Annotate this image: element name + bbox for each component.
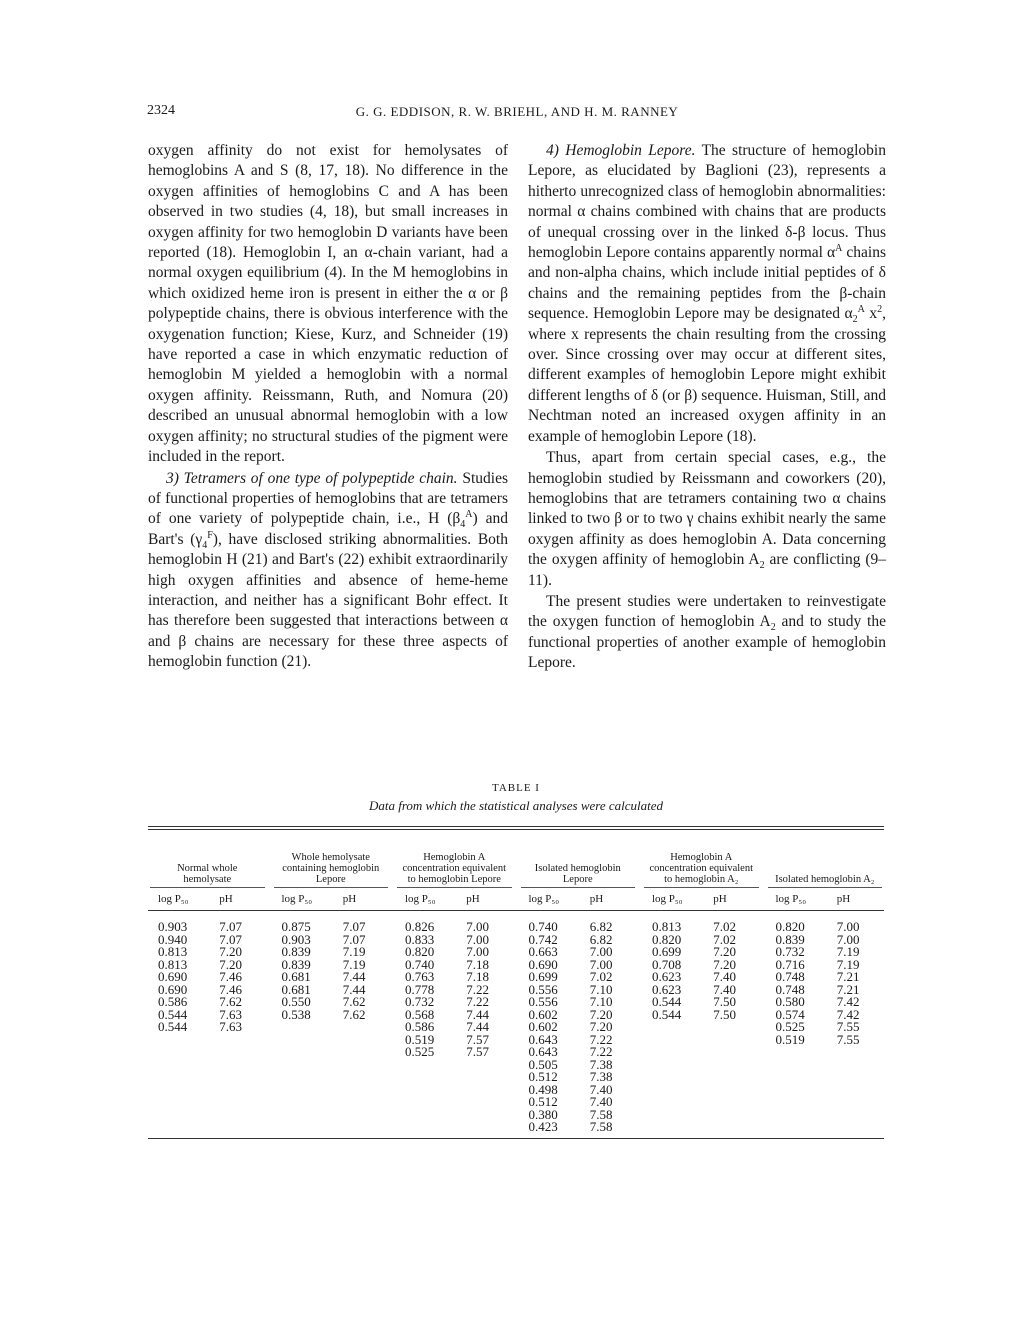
column-header-ph: pH [219,893,233,905]
ph-cell: 7.19 [342,944,366,959]
log-p50-cell: 0.763 [405,969,435,984]
log-p50-cell: 0.643 [528,1031,558,1047]
ph-cell: 7.44 [466,1006,489,1022]
ph-cell: 7.02 [589,969,613,984]
table-row [272,1006,391,1022]
log-p50-cell: 0.519 [775,1031,805,1047]
table-bottom-rule [148,1138,884,1139]
log-p50-cell: 0.512 [528,1069,558,1084]
log-p50-cell: 0.623 [652,981,682,997]
log-p50-cell: 0.586 [405,1019,435,1034]
group-header: Normal whole hemolysate [177,863,238,885]
ph-cell: 7.00 [466,931,489,947]
log-p50-cell: 0.505 [528,1056,558,1072]
log-p50-cell: 0.556 [528,981,558,997]
log-p50-cell: 0.748 [775,969,805,984]
ph-cell: 7.21 [836,969,860,984]
ph-cell: 7.20 [219,944,242,959]
log-p50-cell: 0.903 [281,931,311,947]
ph-cell: 7.57 [466,1044,489,1059]
log-p50-cell: 0.940 [158,931,188,947]
ph-cell: 7.44 [342,969,366,984]
log-p50-cell: 0.681 [281,969,311,984]
ph-cell: 7.00 [836,919,860,934]
ph-cell: 7.19 [836,956,860,972]
table-body [148,911,884,1138]
ph-cell: 7.63 [219,1019,242,1034]
log-p50-cell: 0.580 [775,994,805,1009]
table-group-column [519,921,638,1134]
log-p50-cell: 0.690 [158,969,188,984]
table-group-column [766,921,885,1134]
left-paragraph-1: oxygen affinity do not exist for hemolysates of hemoglobins A and S (8, 17, 18). No difference in the oxygen affinities of hemoglobins C and A has been observed in two studies (4, 18), but small increases in oxygen affinity for two hemoglobin D variants have been reported (18). Hemoglobin I, an α-chain variant, had a normal oxygen equilibrium (4). In the M hemoglobins in which oxidized heme iron is present in either the α or β polypeptide chains, there is obvious interference with the oxygenation function; Kiese, Kurz, and Schneider (19) have reported a case in which enzymatic reduction of hemoglobin M yielded a hemoglobin with a normal oxygen affinity. Reissmann, Ruth, and Nomura (20) described an unusual abnormal hemoglobin with a low oxygen affinity; no structural studies of the pigment were included in the report. [148,142,508,466]
log-p50-cell: 0.602 [528,1006,558,1022]
ph-cell: 7.38 [589,1056,613,1072]
log-p50-cell: 0.732 [775,944,805,959]
table-column-headers [148,888,884,910]
table-group-headers [148,830,884,888]
ph-cell: 7.50 [713,1006,736,1022]
log-p50-cell: 0.732 [405,994,435,1009]
section-heading-4: 4) Hemoglobin Lepore. [546,142,696,159]
ph-cell: 7.40 [589,1081,613,1097]
ph-cell: 7.38 [589,1069,613,1084]
log-p50-cell: 0.663 [528,944,558,959]
column-header-log-p50: log P₅₀ [158,893,189,905]
table-group-column [148,921,267,1134]
ph-cell: 7.02 [713,919,736,934]
log-p50-cell: 0.778 [405,981,435,997]
ph-cell: 7.22 [466,981,489,997]
log-p50-cell: 0.574 [775,1006,805,1022]
column-header-log-p50: log P₅₀ [652,893,683,905]
ph-cell: 7.00 [836,931,860,947]
ph-cell: 7.40 [713,981,736,997]
log-p50-cell: 0.544 [652,1006,682,1022]
log-p50-cell: 0.623 [652,969,682,984]
section-heading-3: 3) Tetramers of one type of polypeptide chain. [166,469,458,487]
table-row [766,1031,885,1047]
ph-cell: 7.21 [836,981,860,997]
log-p50-cell: 0.538 [281,1006,311,1022]
ph-cell: 7.07 [219,919,242,934]
column-header-ph: pH [836,893,851,905]
log-p50-cell: 0.833 [405,931,435,947]
right-paragraph-3: The present studies were undertaken to reinvestigate the oxygen function of hemoglobin $A_2$ and to study the functional properties of another example of hemoglobin Lepore. [528,592,886,672]
table-row [519,1121,638,1134]
log-p50-cell: 0.813 [158,944,188,959]
running-head: G. G. EDDISON, R. W. BRIEHL, AND H. M. RANNEY [355,104,679,119]
ph-cell: 7.58 [589,1119,613,1134]
ph-cell: 7.20 [713,956,736,972]
column-header-ph: pH [589,893,604,905]
ph-cell: 7.58 [589,1106,613,1122]
ph-cell: 7.18 [466,956,489,972]
table-caption: Data from which the statistical analyses were calculated [368,798,664,813]
group-header: Isolated hemoglobin A₂ [775,874,875,885]
page-number: 2324 [147,103,175,118]
ph-cell: 7.55 [836,1031,860,1047]
column-header-log-p50: log P₅₀ [281,893,313,905]
log-p50-cell: 0.643 [528,1044,558,1059]
table-row [148,1021,267,1034]
log-p50-cell: 0.380 [528,1106,558,1122]
group-header: Isolated hemoglobin Lepore [534,863,621,885]
log-p50-cell: 0.740 [405,956,435,972]
right-paragraph-2: Thus, apart from certain special cases, e.g., the hemoglobin studied by Reissmann and coworkers (20), hemoglobins that are tetramers containing two α chains linked to two β or to two γ chains exhibit nearly the same oxygen affinity as does hemoglobin A. Data concerning the oxygen affinity of hemoglobin $A_2$ are conflicting (9–11). [528,449,886,589]
log-p50-cell: 0.512 [528,1094,558,1109]
right-paragraph-1: 4) Hemoglobin Lepore. The structure of hemoglobin Lepore, as elucidated by Baglioni (23), represents a hitherto unrecognized class of hemoglobin abnormalities: normal α chains combined with chains that are products of unequal crossing over in the linked δ-β locus. Thus hemoglobin Lepore contains apparently normal $\alpha^A$ chains and non-alpha chains, which include initial peptides of δ chains and the remaining peptides from the β-chain sequence. Hemoglobin Lepore may be designated $\alpha_2^A$ $x^2$, where x represents the chain resulting from the crossing over. Since crossing over may occur at different sites, different examples of hemoglobin Lepore might exhibit different lengths of δ (or β) sequence. Huisman, Still, and Nechtman noted an increased oxygen affinity in an example of hemoglobin Lepore (18). [528,142,887,445]
ph-cell: 7.42 [836,994,860,1009]
ph-cell: 7.00 [589,944,613,959]
log-p50-cell: 0.544 [652,994,682,1009]
left-column [148,141,508,673]
ph-cell: 7.10 [589,994,613,1009]
ph-cell: 7.46 [219,981,242,997]
ph-cell: 7.07 [219,931,242,947]
column-header-ph: pH [713,893,727,905]
log-p50-cell: 0.708 [652,956,682,972]
page-header [147,103,887,123]
log-p50-cell: 0.839 [775,931,805,947]
ph-cell: 7.00 [466,944,489,959]
log-p50-cell: 0.423 [528,1119,558,1134]
log-p50-cell: 0.699 [528,969,558,984]
table-row [642,1006,761,1022]
log-p50-cell: 0.519 [405,1031,435,1047]
group-header: Whole hemolysate containing hemoglobin Lepore [282,852,380,885]
log-p50-cell: 0.820 [775,919,805,934]
table-label: TABLE I [492,782,540,794]
ph-cell: 7.22 [466,994,489,1009]
ph-cell: 7.62 [342,994,366,1009]
ph-cell: 7.00 [466,919,489,934]
log-p50-cell: 0.875 [281,919,311,934]
log-p50-cell: 0.699 [652,944,682,959]
log-p50-cell: 0.716 [775,956,805,972]
ph-cell: 7.20 [589,1019,613,1034]
group-header: Hemoglobin A concentration equivalent to hemoglobin Lepore [402,852,506,885]
log-p50-cell: 0.690 [528,956,558,972]
column-header-ph: pH [466,893,480,905]
ph-cell: 7.22 [589,1031,613,1047]
ph-cell: 7.00 [589,956,613,972]
ph-cell: 7.57 [466,1031,489,1047]
table-group-column [272,921,391,1134]
log-p50-cell: 0.586 [158,994,188,1009]
ph-cell: 7.22 [589,1044,613,1059]
log-p50-cell: 0.690 [158,981,188,997]
left-paragraph-2: 3) Tetramers of one type of polypeptide chain. Studies of functional properties of hemoglobins that are tetramers of one variety of polypeptide chain, i.e., H $(\beta_4^A)$ and Bart's $(\gamma_4^F)$, have disclosed striking abnormalities. Both hemoglobin H (21) and Bart's (22) exhibit extraordinarily high oxygen affinities and absence of heme-heme interaction, and neither has a significant Bohr effect. It has therefore been suggested that interactions between α and β chains are necessary for these three aspects of hemoglobin function (21). [148,469,508,671]
data-table [148,782,884,1139]
log-p50-cell: 0.903 [158,919,188,934]
ph-cell: 7.42 [836,1006,860,1022]
ph-cell: 7.18 [466,969,489,984]
column-header-ph: pH [342,893,357,905]
log-p50-cell: 0.602 [528,1019,558,1034]
ph-cell: 7.07 [342,931,366,947]
log-p50-cell: 0.839 [281,956,311,972]
ph-cell: 7.46 [219,969,242,984]
ph-cell: 7.07 [342,919,366,934]
ph-cell: 7.62 [219,994,242,1009]
ph-cell: 7.44 [342,981,366,997]
log-p50-cell: 0.813 [158,956,188,972]
log-p50-cell: 0.525 [775,1019,805,1034]
right-column [528,141,886,674]
ph-cell: 7.44 [466,1019,489,1034]
ph-cell: 7.10 [589,981,613,997]
log-p50-cell: 0.839 [281,944,311,959]
ph-cell: 7.40 [713,969,736,984]
ph-cell: 7.55 [836,1019,860,1034]
column-header-log-p50: log P₅₀ [405,893,436,905]
group-header: Hemoglobin A concentration equivalent to hemoglobin A₂ [649,852,753,885]
table-group-column [642,921,761,1134]
table-row [395,1046,514,1059]
table-group-column [395,921,514,1134]
log-p50-cell: 0.742 [528,931,558,947]
ph-cell: 7.20 [219,956,242,972]
log-p50-cell: 0.525 [405,1044,435,1059]
ph-cell: 6.82 [589,919,613,934]
ph-cell: 6.82 [589,931,613,947]
ph-cell: 7.19 [342,956,366,972]
log-p50-cell: 0.568 [405,1006,435,1022]
ph-cell: 7.40 [589,1094,613,1109]
ph-cell: 7.50 [713,994,736,1009]
log-p50-cell: 0.813 [652,919,682,934]
log-p50-cell: 0.550 [281,994,311,1009]
ph-cell: 7.62 [342,1006,366,1022]
log-p50-cell: 0.820 [405,944,435,959]
log-p50-cell: 0.556 [528,994,558,1009]
log-p50-cell: 0.544 [158,1006,188,1022]
ph-cell: 7.20 [713,944,736,959]
log-p50-cell: 0.740 [528,919,558,934]
ph-cell: 7.63 [219,1006,242,1022]
ph-cell: 7.20 [589,1006,613,1022]
ph-cell: 7.02 [713,931,736,947]
log-p50-cell: 0.681 [281,981,311,997]
log-p50-cell: 0.748 [775,981,805,997]
column-header-log-p50: log P₅₀ [528,893,560,905]
log-p50-cell: 0.826 [405,919,435,934]
log-p50-cell: 0.820 [652,931,682,947]
column-header-log-p50: log P₅₀ [775,893,807,905]
ph-cell: 7.19 [836,944,860,959]
log-p50-cell: 0.544 [158,1019,188,1034]
log-p50-cell: 0.498 [528,1081,558,1097]
